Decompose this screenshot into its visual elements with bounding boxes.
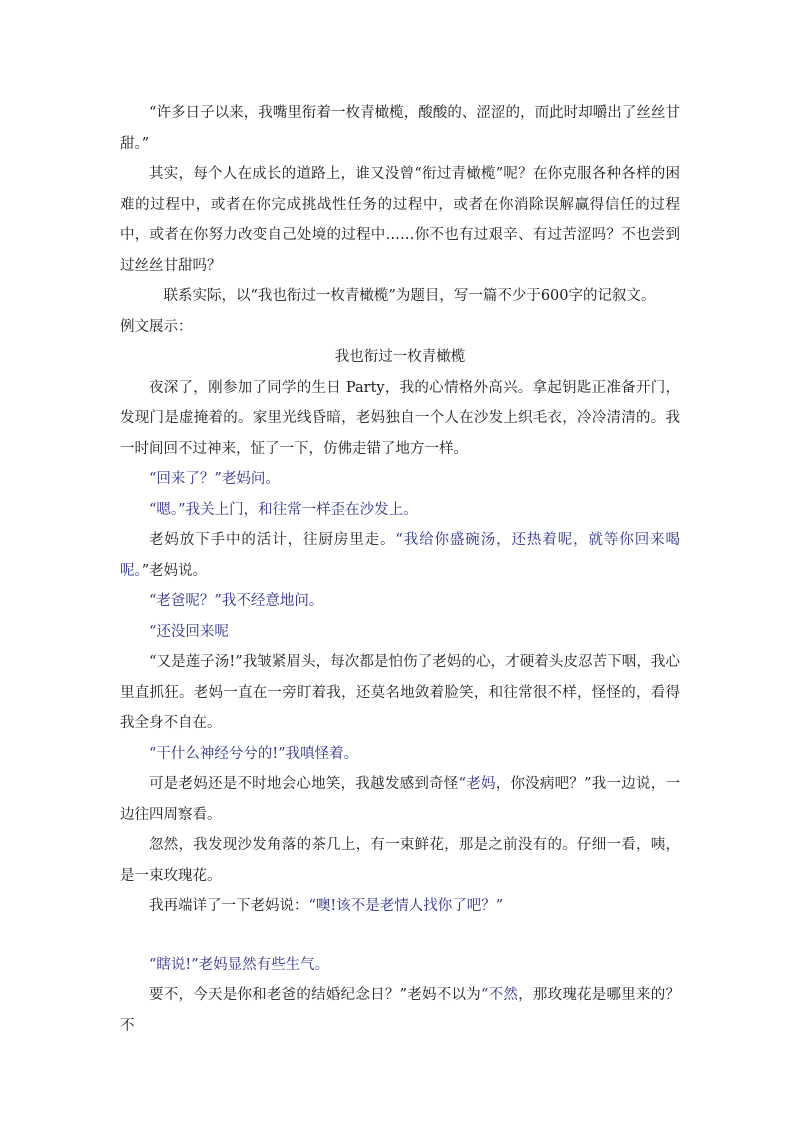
narration-text: ，你没病吧？”我一边说，一边往四周察看。	[120, 776, 681, 823]
dialogue-line-5: “干什么神经兮兮的!”我嗔怪着。	[149, 745, 359, 762]
narration-text: 可是老妈还是不时地会心地笑，我越发感到奇怪	[149, 776, 459, 792]
narration-text: 我再端详了一下老妈说：	[149, 898, 309, 914]
essay-paragraph-7	[120, 891, 680, 922]
prompt-paragraph: 其实，每个人在成长的道路上，谁又没曾“衔过青橄榄”呢？在你克服各种各样的困难的过程中，或者在你完成挑战性任务的过程中，或者在你消除误解赢得信任的过程中，或者在你努力改变自己处境的过程中……你不也有过艰辛、有过苦涩吗？不也尝到过丝丝甘甜吗？	[120, 166, 680, 274]
dialogue-text: “我给你盛碗汤，还热着呢，就等你回来喝呢。	[120, 532, 680, 579]
document-page	[120, 98, 680, 1041]
essay-paragraph-8	[120, 980, 680, 1041]
example-label: 例文展示：	[120, 318, 193, 335]
essay-paragraph-6: 忽然，我发现沙发角落的茶几上，有一束鲜花，那是之前没有的。仔细一看，咦，是一束玫瑰花。	[120, 837, 680, 884]
narration-text: 要不，今天是你和老爸的结婚纪念日？”老妈不以为	[149, 987, 481, 1003]
essay-paragraph-1: 夜深了，刚参加了同学的生日 Party，我的心情格外高兴。拿起钥匙正准备开门，发现门是虚掩着的。家里光线昏暗，老妈独自一个人在沙发上织毛衣，冷冷清清的。我一时间回不过神来，怔了一下，仿佛走错了地方一样。	[120, 379, 680, 457]
narration-text: 老妈放下手中的活计，往厨房里走。	[149, 532, 396, 548]
essay-paragraph-4: “又是莲子汤!”我皱紧眉头，每次都是怕伤了老妈的心，才硬着头皮忍苦下咽，我心里直抓狂。老妈一直在一旁盯着我，还莫名地敛着脸笑，和往常很不样，怪怪的，看得我全身不自在。	[120, 654, 680, 731]
narration-text: ”老妈说。	[141, 562, 208, 579]
dialogue-line-2: “嗯。”我关上门，和往常一样歪在沙发上。	[149, 501, 418, 518]
dialogue-line-6: “瞎说!”老妈显然有些生气。	[149, 956, 330, 973]
essay-paragraph-3	[120, 525, 680, 586]
dialogue-text: “噢!该不是老情人找你了吧？”	[308, 898, 504, 914]
dialogue-text: “老妈	[458, 776, 496, 792]
blank-gap	[120, 922, 680, 950]
narration-text: ，那玫瑰花是哪里来的？不	[120, 987, 680, 1034]
dialogue-line-1: “回来了？”老妈问。	[149, 471, 280, 487]
dialogue-line-4: “还没回来呢	[149, 623, 229, 640]
prompt-quote: “许多日子以来，我嘴里衔着一枚青橄榄，酸酸的、涩涩的，而此时却嚼出了丝丝甘甜。”	[120, 105, 680, 152]
writing-task: 联系实际，以“我也衔过一枚青橄榄”为题目，写一篇不少于600字的记叙文。	[163, 288, 656, 304]
essay-paragraph-5	[120, 769, 680, 830]
dialogue-line-3: “老爸呢？”我不经意地问。	[149, 593, 324, 609]
dialogue-text: “不然	[480, 987, 519, 1003]
essay-title: 我也衔过一枚青橄榄	[334, 349, 466, 365]
